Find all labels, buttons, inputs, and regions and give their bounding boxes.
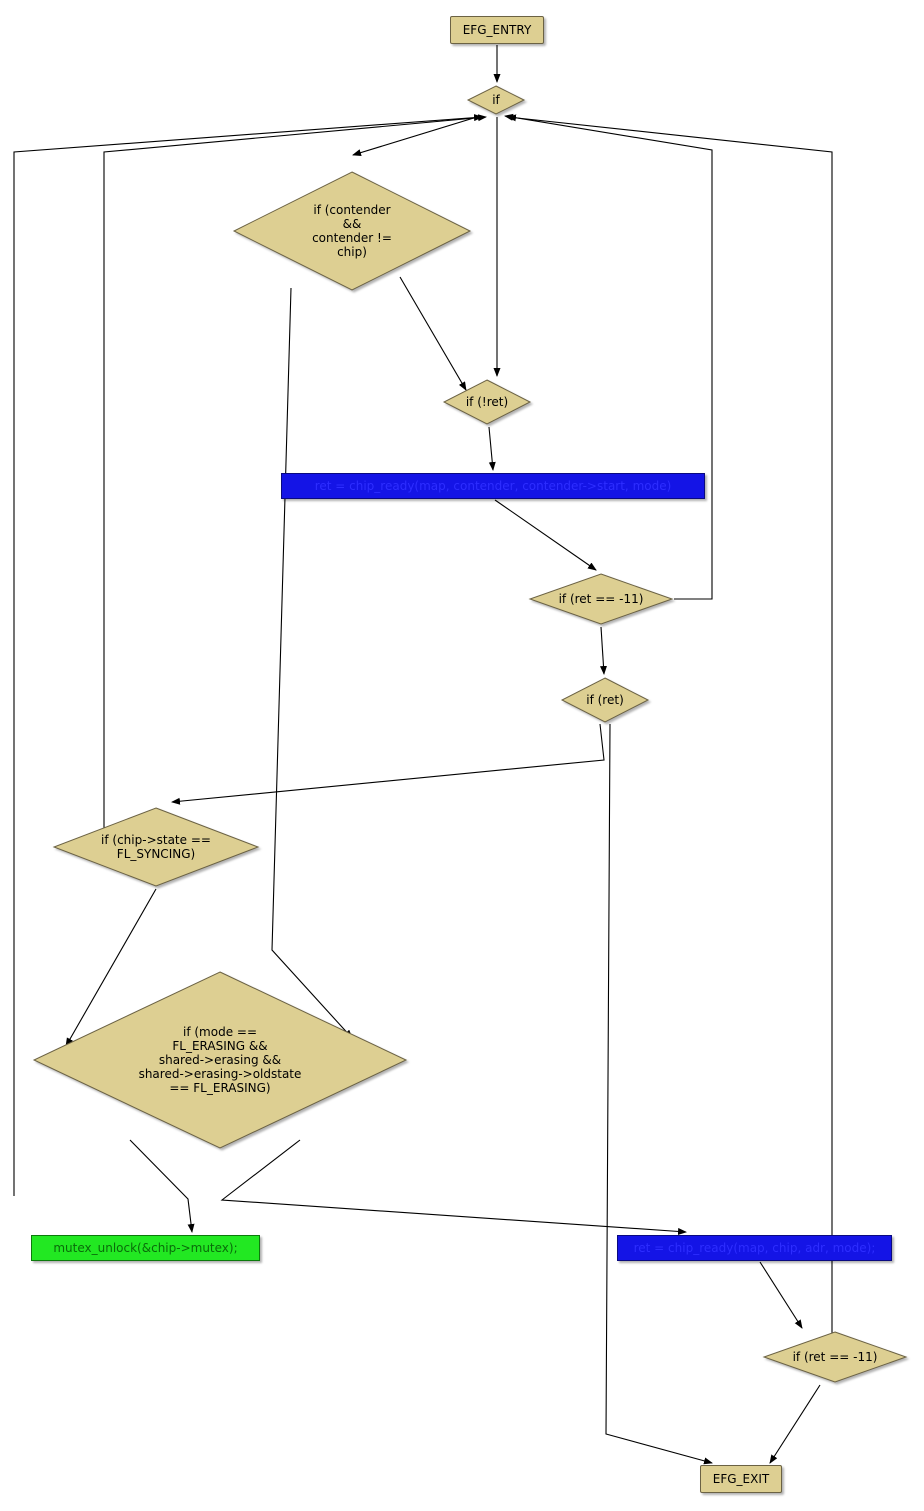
edge-ret11b-if	[508, 117, 832, 1340]
node-if-ret-eq-11-b[interactable]	[762, 1330, 908, 1384]
node-stmt-mutex-unlock[interactable]	[31, 1235, 260, 1261]
diamond-shape	[466, 84, 526, 116]
edge-stmtready-ret11a	[495, 500, 596, 570]
diamond-shape	[560, 676, 650, 724]
node-stmt-chip-ready-chip[interactable]	[617, 1235, 892, 1261]
edge-ret-syncing	[172, 724, 604, 802]
node-if-not-ret[interactable]	[442, 378, 532, 426]
diamond-shape	[232, 170, 472, 292]
node-label: EFG_EXIT	[712, 1472, 770, 1486]
node-if-ret[interactable]	[560, 676, 650, 724]
edge-erasing-stmtchip	[222, 1140, 686, 1232]
edge-contender-notret	[400, 277, 466, 390]
node-if-contender[interactable]	[232, 170, 472, 292]
edge-erasing-unlock	[130, 1140, 192, 1232]
node-label: mutex_unlock(&chip->mutex);	[53, 1241, 238, 1255]
node-stmt-chip-ready-contender[interactable]	[281, 473, 705, 499]
edge-ret11a-ret	[601, 627, 604, 674]
node-if-mode-erasing[interactable]	[32, 970, 408, 1150]
node-label: if (ret == -11)	[558, 592, 644, 606]
node-label: if	[492, 93, 500, 107]
edge-if-contender	[353, 117, 477, 155]
node-label: if (ret)	[586, 693, 624, 707]
node-if-chip-state-syncing[interactable]	[52, 806, 260, 888]
diamond-shape	[32, 970, 408, 1150]
edge-stmtchip-ret11b	[760, 1262, 802, 1328]
edge-ret11a-if	[505, 116, 712, 599]
diamond-shape	[442, 378, 532, 426]
node-label: if (ret == -11)	[792, 1350, 878, 1364]
node-label: ret = chip_ready(map, contender, contender->start, mode)	[314, 479, 672, 493]
edge-notret-stmtready	[489, 427, 493, 470]
node-label: if (contender && contender != chip)	[312, 203, 392, 259]
node-label: if (mode == FL_ERASING && shared->erasing && shared->erasing->oldstate == FL_ERASING)	[138, 1025, 302, 1095]
node-label: if (!ret)	[465, 395, 509, 409]
diamond-shape	[762, 1330, 908, 1384]
edge-ret-exit	[606, 724, 712, 1463]
node-if-ret-eq-11-a[interactable]	[528, 572, 674, 626]
node-label: if (chip->state == FL_SYNCING)	[101, 833, 211, 861]
node-label: ret = chip_ready(map, chip, adr, mode);	[633, 1241, 876, 1255]
diamond-shape	[52, 806, 260, 888]
node-efg-entry[interactable]	[450, 16, 544, 44]
node-efg-exit[interactable]	[700, 1465, 782, 1493]
node-if-top[interactable]	[466, 84, 526, 116]
node-label: EFG_ENTRY	[462, 23, 532, 37]
edge-contender-erasing	[272, 288, 352, 1038]
diamond-shape	[528, 572, 674, 626]
edge-ret11b-exit	[770, 1385, 820, 1463]
